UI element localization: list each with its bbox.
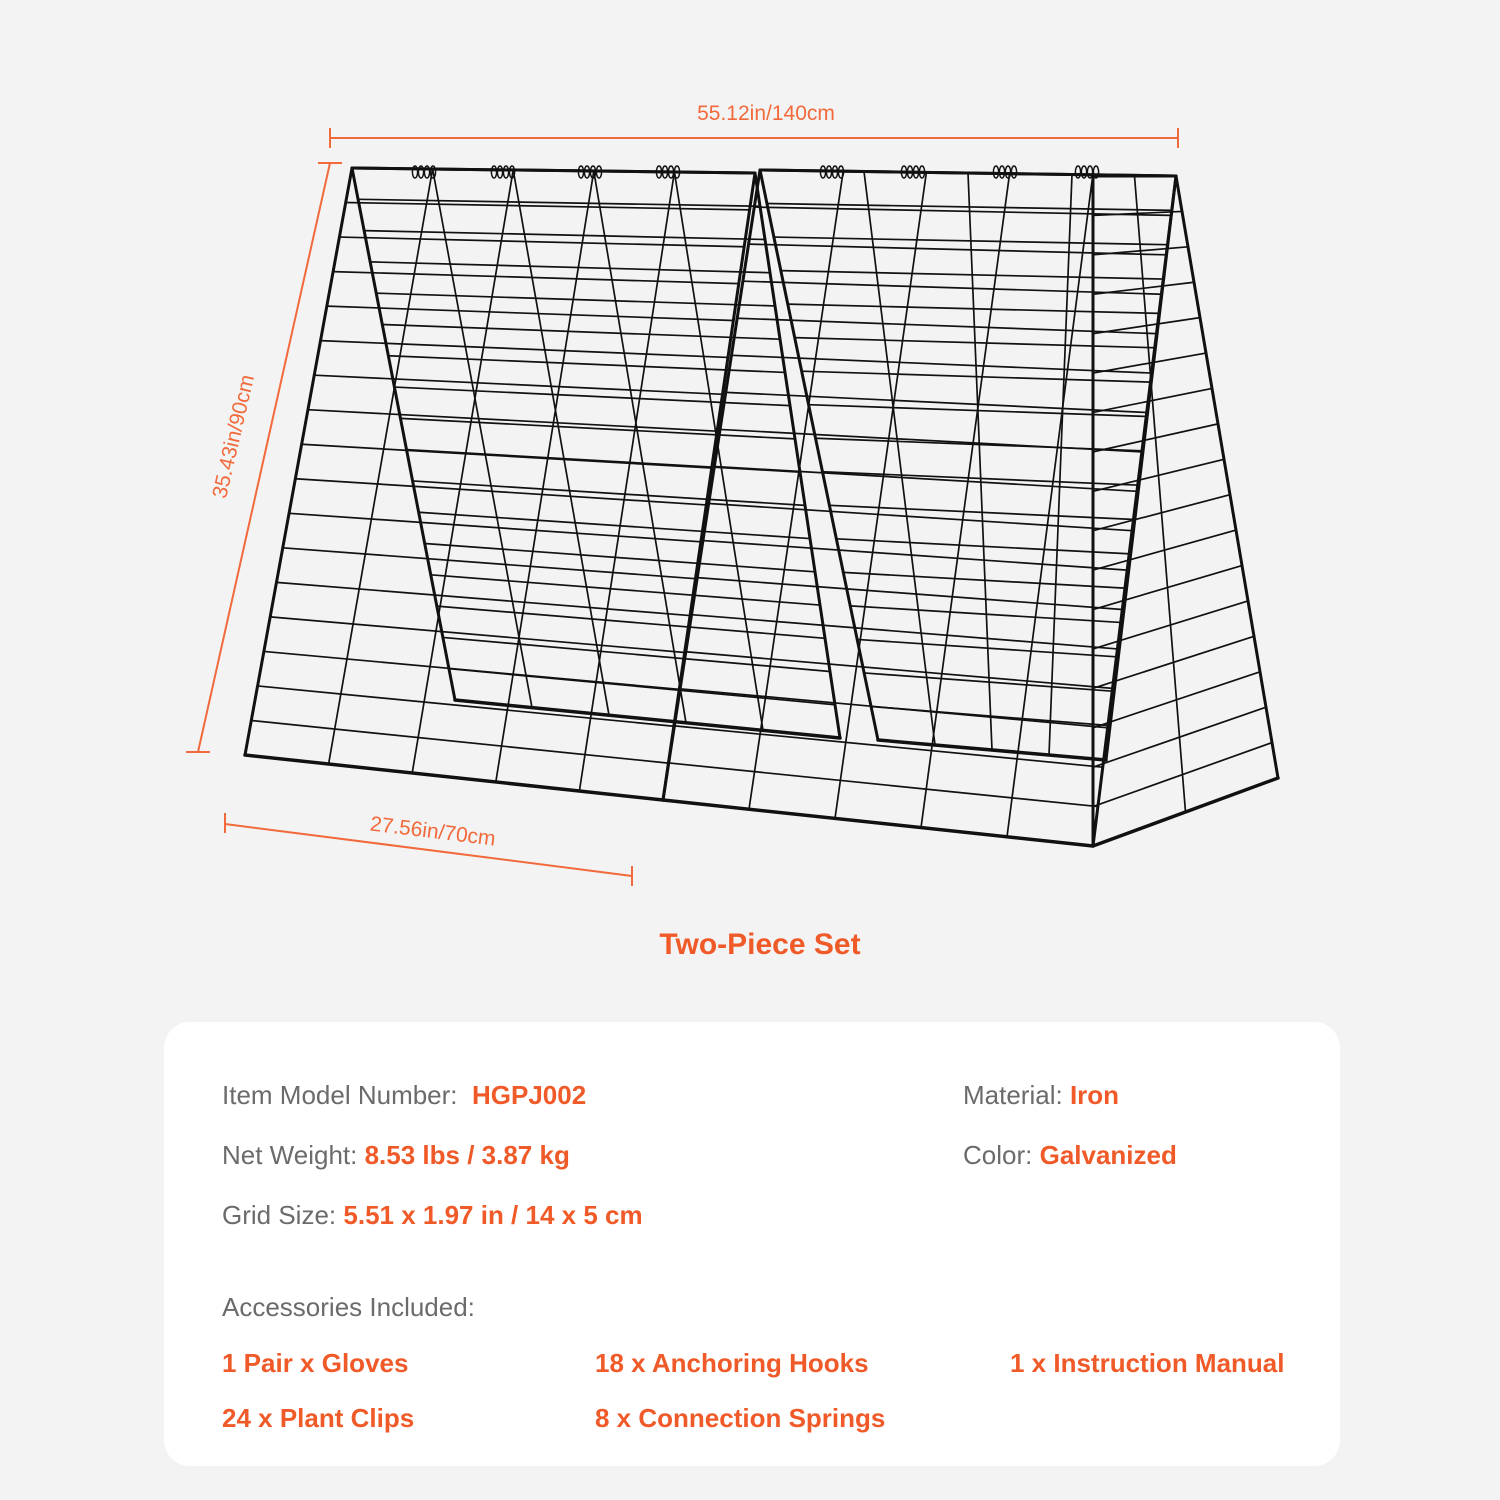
wire [245,168,352,755]
wire [674,726,1102,767]
accessory-item: 1 Pair x Gloves [222,1348,409,1378]
spec-color-label: Color: [963,1140,1033,1170]
spec-grid-label: Grid Size: [222,1200,337,1230]
wire [594,171,686,723]
wire [835,172,926,818]
wire [245,755,663,800]
wire [258,686,674,726]
wire [264,651,679,689]
set-title: Two-Piece Set [659,928,861,961]
wire [864,172,935,746]
spring-coil [491,166,496,178]
spec-material-value: Iron [1069,1080,1120,1110]
wire [921,174,1010,828]
height-dimension-label: 35.43in/90cm [208,372,260,501]
spec-color-value: Galvanized [1039,1140,1177,1170]
spec-material [963,1080,1119,1111]
wire [760,170,878,740]
wire [714,466,1137,491]
spring-coil [503,166,508,178]
wire [669,763,1098,807]
width-dimension-line [330,128,1178,148]
spec-grid-value: 5.51 x 1.97 in / 14 x 5 cm [343,1200,643,1230]
spring-coil [497,166,502,178]
spec-weight-label: Net Weight: [222,1140,358,1170]
wire [364,231,765,240]
height-dimension-line [186,163,342,752]
wire [339,237,744,247]
wire [433,169,532,708]
spec-model-label: Item Model Number: [222,1080,458,1110]
wire [329,169,433,764]
wire [308,410,717,431]
wire [579,172,674,791]
wire [302,444,712,468]
wire [663,800,1093,846]
wire [455,700,840,738]
depth-dimension-label: 27.56in/70cm [368,812,497,851]
spec-model-value: HGPJ002 [471,1080,587,1110]
wire [680,689,1108,728]
wire [686,652,1113,689]
wire [251,720,668,763]
wire [394,387,790,406]
accessory-item: 24 x Plant Clips [222,1403,415,1433]
spec-color [963,1140,1177,1171]
wire [321,341,728,358]
wire [352,168,455,700]
wire [720,429,1142,451]
wire [425,544,815,572]
trellis-frames [245,168,1278,846]
spring-coil [1011,166,1016,178]
accessory-item: 18 x Anchoring Hooks [595,1348,869,1378]
wire [1093,176,1176,846]
wire [376,293,775,306]
wire [358,199,760,206]
spring-coil [1075,166,1080,178]
wire [755,173,840,738]
wire [431,575,820,605]
wire [1049,175,1072,756]
wire [703,541,1127,571]
wire [743,281,1161,294]
spec-weight [222,1140,570,1171]
wire [370,262,770,273]
accessories-heading: Accessories Included: [222,1292,475,1322]
spec-material-label: Material: [963,1080,1063,1110]
wire [697,578,1122,610]
accessory-item: 1 x Instruction Manual [1010,1348,1285,1378]
wire [400,418,795,439]
wire [513,170,609,715]
wire [412,170,513,773]
spec-model [222,1080,586,1111]
wire [419,512,810,538]
spring-coil [1081,166,1086,178]
spring-coil [1005,166,1010,178]
spec-grid [222,1200,643,1231]
wire [333,272,739,284]
wire [283,548,696,579]
accessory-item: 8 x Connection Springs [595,1403,886,1433]
width-dimension-label: 55.12in/140cm [697,102,835,125]
wire [346,203,750,210]
wire [314,375,722,394]
wire [1135,176,1186,812]
wire [382,324,780,339]
spec-weight-value: 8.53 lbs / 3.87 kg [364,1140,570,1170]
wire [295,479,706,505]
spec-card [164,1022,1340,1466]
wire [968,173,992,750]
wire [496,171,594,782]
wire [1176,176,1278,778]
wire [413,481,805,505]
wire [749,171,843,809]
wire [327,306,734,320]
wire [663,170,760,800]
wire [731,355,1151,373]
